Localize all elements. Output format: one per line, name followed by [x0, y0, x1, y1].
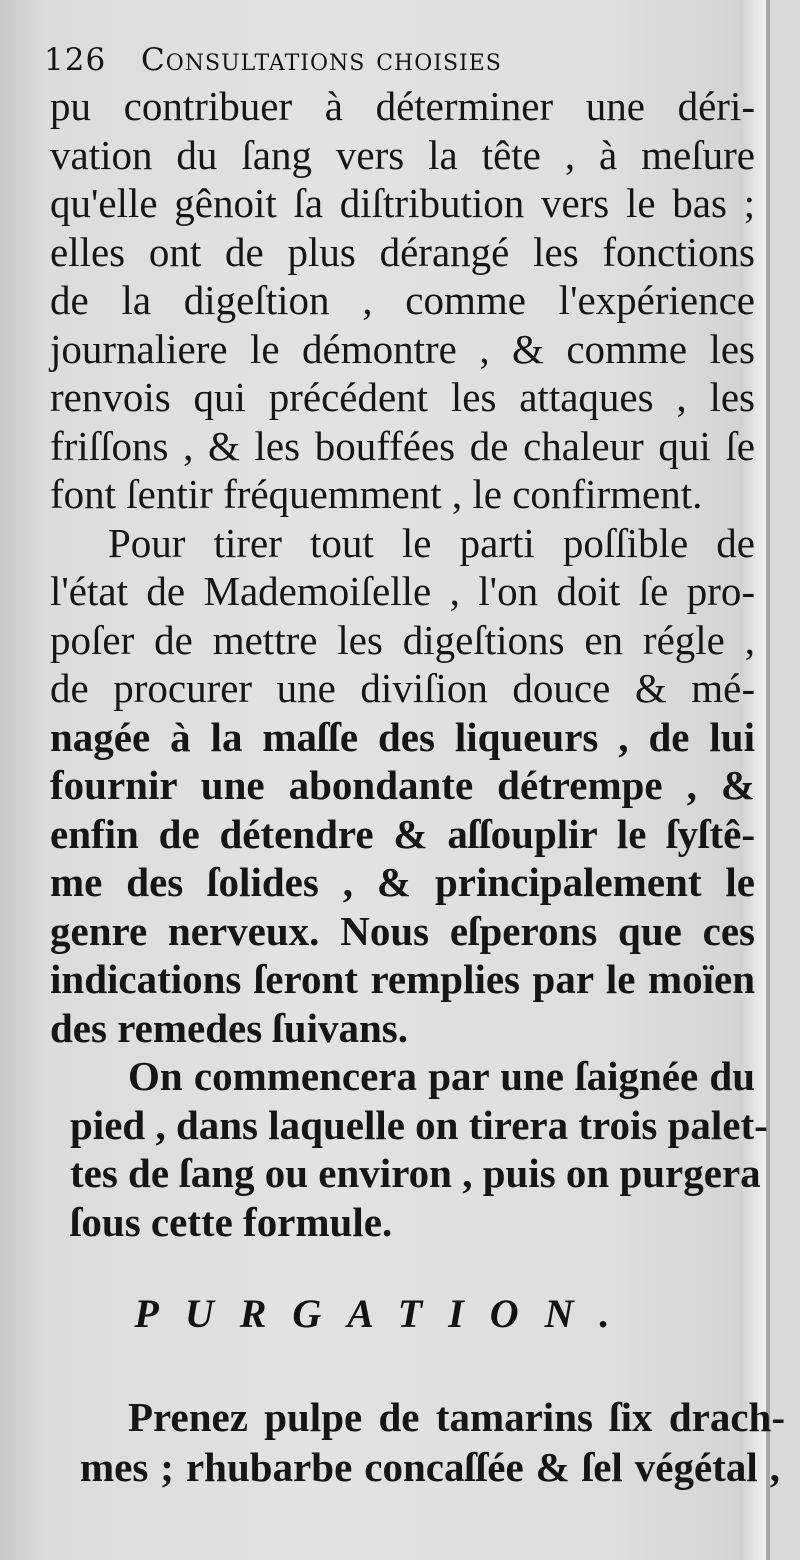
section-heading: PURGATION.: [134, 1291, 636, 1336]
text-line: enfin de détendre & aſſouplir le ſyſtê-: [50, 810, 755, 857]
text-line: elles ont de plus dérangé les fonctions: [50, 228, 755, 275]
text-line: me des ſolides , & principalement le: [50, 859, 755, 905]
paragraph-2: [50, 519, 755, 1053]
text-line: qu'elle gênoit ſa diſtribution vers le bas ;: [50, 180, 755, 226]
text-line: indications ſeront remplies par le moïen: [50, 956, 755, 1002]
text-line: des remedes ſuivans.: [50, 1004, 409, 1051]
body-text: [50, 82, 768, 1246]
text-line: font ſentir fréquemment , le confirment.: [50, 471, 703, 517]
text-line: journaliere le démontre , & comme les: [50, 325, 755, 372]
text-line: l'état de Mademoiſelle , l'on doit ſe pro-: [50, 568, 755, 614]
text-line: fournir une abondante détrempe , &: [50, 762, 755, 808]
text-line: renvois qui précédent les attaques , les: [50, 374, 755, 420]
paragraph-3: [50, 1052, 768, 1246]
text-line: nagée à la maſſe des liqueurs , de lui: [50, 713, 755, 760]
text-line: Pour tirer tout le parti poſſible de: [108, 519, 755, 566]
text-line: pu contribuer à déterminer une déri-: [50, 83, 755, 129]
page-number: 126: [44, 42, 107, 78]
paragraph-1: [50, 82, 755, 519]
text-line: On commencera par une ſaignée du: [128, 1053, 755, 1099]
running-header: [44, 42, 724, 78]
text-line: de procurer une diviſion douce & mé-: [50, 665, 755, 711]
text-line: Prenez pulpe de tamarins ſix drach-: [128, 1394, 785, 1440]
running-title: Consultations choisies: [141, 42, 502, 78]
text-line: mes ; rhubarbe concaſſée & ſel végétal ,: [80, 1444, 780, 1490]
text-line: friſſons , & les bouffées de chaleur qui ſe: [50, 422, 755, 469]
text-line: tes de ſang ou environ , puis on purgera: [70, 1150, 761, 1196]
text-line: de la digeſtion , comme l'expérience: [50, 277, 755, 323]
text-line: ſous cette formule.: [70, 1198, 393, 1245]
text-line: genre nerveux. Nous eſperons que ces: [50, 907, 755, 954]
text-line: pied , dans laquelle on tirera trois palet-: [70, 1101, 768, 1148]
text-line: vation du ſang vers la tête , à meſure: [50, 131, 755, 178]
text-line: poſer de mettre les digeſtions en régle ,: [50, 616, 755, 663]
prescription-text: [80, 1392, 785, 1492]
